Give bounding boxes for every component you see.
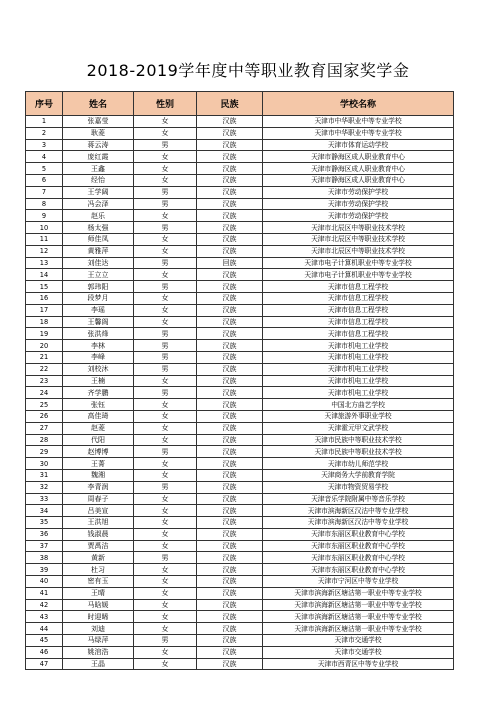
cell-seq: 36 <box>26 528 63 540</box>
table-row <box>26 281 454 293</box>
cell-ethnicity: 汉族 <box>197 151 263 163</box>
cell-seq: 17 <box>26 304 63 316</box>
table-row <box>26 576 454 588</box>
cell-ethnicity: 汉族 <box>197 387 263 399</box>
cell-ethnicity: 汉族 <box>197 517 263 529</box>
cell-name: 李峰 <box>63 351 134 363</box>
cell-gender: 女 <box>134 587 197 599</box>
table-row <box>26 222 454 234</box>
cell-school: 天津市民族中等职业技术学校 <box>263 434 454 446</box>
table-row <box>26 340 454 352</box>
cell-school: 天津市东丽区职业教育中心学校 <box>263 564 454 576</box>
cell-gender: 女 <box>134 316 197 328</box>
cell-ethnicity: 汉族 <box>197 422 263 434</box>
cell-gender: 女 <box>134 269 197 281</box>
cell-gender: 女 <box>134 399 197 411</box>
cell-seq: 46 <box>26 646 63 658</box>
cell-school: 天津旅游外事职业学校 <box>263 410 454 422</box>
cell-gender: 男 <box>134 481 197 493</box>
cell-ethnicity: 汉族 <box>197 198 263 210</box>
cell-school: 天津市物资贸易学校 <box>263 481 454 493</box>
cell-school: 天津市信息工程学校 <box>263 328 454 340</box>
cell-school: 天津霍元甲文武学校 <box>263 422 454 434</box>
table-row <box>26 564 454 576</box>
cell-ethnicity: 汉族 <box>197 623 263 635</box>
cell-name: 李林 <box>63 340 134 352</box>
cell-name: 张钰 <box>63 399 134 411</box>
table-row <box>26 363 454 375</box>
cell-ethnicity: 汉族 <box>197 186 263 198</box>
cell-gender: 男 <box>134 446 197 458</box>
cell-name: 赵博博 <box>63 446 134 458</box>
cell-gender: 男 <box>134 198 197 210</box>
cell-gender: 女 <box>134 528 197 540</box>
cell-seq: 23 <box>26 375 63 387</box>
cell-school: 天津市信息工程学校 <box>263 292 454 304</box>
table-row <box>26 611 454 623</box>
cell-seq: 29 <box>26 446 63 458</box>
cell-seq: 2 <box>26 127 63 139</box>
cell-ethnicity: 回族 <box>197 257 263 269</box>
cell-ethnicity: 汉族 <box>197 410 263 422</box>
cell-seq: 7 <box>26 186 63 198</box>
table-header <box>26 92 454 116</box>
cell-name: 刘校沐 <box>63 363 134 375</box>
cell-seq: 9 <box>26 210 63 222</box>
cell-name: 王晶 <box>63 658 134 670</box>
cell-gender: 女 <box>134 599 197 611</box>
cell-school: 天津市劳动保护学校 <box>263 210 454 222</box>
cell-school: 天津市机电工业学校 <box>263 351 454 363</box>
cell-school: 中国北方曲艺学校 <box>263 399 454 411</box>
cell-ethnicity: 汉族 <box>197 139 263 151</box>
table-row <box>26 269 454 281</box>
cell-name: 庞红霞 <box>63 151 134 163</box>
cell-school: 天津市信息工程学校 <box>263 316 454 328</box>
cell-school: 天津市滨海新区汉沽中等专业学校 <box>263 505 454 517</box>
cell-gender: 女 <box>134 233 197 245</box>
cell-ethnicity: 汉族 <box>197 552 263 564</box>
cell-school: 天津市东丽区职业教育中心学校 <box>263 528 454 540</box>
cell-ethnicity: 汉族 <box>197 493 263 505</box>
cell-seq: 13 <box>26 257 63 269</box>
cell-school: 天津市中华职业中等专业学校 <box>263 127 454 139</box>
cell-school: 天津市北辰区中等职业技术学校 <box>263 233 454 245</box>
cell-gender: 女 <box>134 469 197 481</box>
cell-gender: 女 <box>134 434 197 446</box>
cell-ethnicity: 汉族 <box>197 127 263 139</box>
cell-gender: 女 <box>134 304 197 316</box>
cell-ethnicity: 汉族 <box>197 304 263 316</box>
cell-ethnicity: 汉族 <box>197 174 263 186</box>
cell-gender: 女 <box>134 163 197 175</box>
cell-gender: 男 <box>134 186 197 198</box>
cell-gender: 女 <box>134 658 197 670</box>
cell-school: 天津市劳动保护学校 <box>263 186 454 198</box>
cell-gender: 女 <box>134 623 197 635</box>
cell-name: 张嘉莹 <box>63 116 134 128</box>
cell-name: 李瑶 <box>63 304 134 316</box>
cell-school: 天津市电子计算机职业中等专业学校 <box>263 269 454 281</box>
cell-ethnicity: 汉族 <box>197 116 263 128</box>
cell-gender: 女 <box>134 493 197 505</box>
cell-school: 天津市北辰区中等职业技术学校 <box>263 245 454 257</box>
cell-name: 姚涫浩 <box>63 646 134 658</box>
cell-ethnicity: 汉族 <box>197 351 263 363</box>
cell-school: 天津市静海区成人职业教育中心 <box>263 151 454 163</box>
cell-seq: 22 <box>26 363 63 375</box>
cell-school: 天津市中华职业中等专业学校 <box>263 116 454 128</box>
cell-name: 马晗媛 <box>63 599 134 611</box>
cell-seq: 14 <box>26 269 63 281</box>
cell-seq: 19 <box>26 328 63 340</box>
cell-gender: 男 <box>134 363 197 375</box>
cell-ethnicity: 汉族 <box>197 233 263 245</box>
cell-school: 天津商务大学前教育学院 <box>263 469 454 481</box>
cell-gender: 女 <box>134 517 197 529</box>
cell-seq: 26 <box>26 410 63 422</box>
cell-gender: 女 <box>134 422 197 434</box>
cell-school: 天津市东丽区职业教育中心学校 <box>263 552 454 564</box>
cell-seq: 40 <box>26 576 63 588</box>
cell-ethnicity: 汉族 <box>197 446 263 458</box>
cell-school: 天津市滨海新区塘沽第一职业中等专业学校 <box>263 587 454 599</box>
cell-name: 郭玮阳 <box>63 281 134 293</box>
cell-name: 耿菱 <box>63 127 134 139</box>
cell-gender: 男 <box>134 635 197 647</box>
table-row <box>26 493 454 505</box>
cell-seq: 28 <box>26 434 63 446</box>
cell-school: 天津市宁河区中等专业学校 <box>263 576 454 588</box>
table-row <box>26 127 454 139</box>
table-row <box>26 351 454 363</box>
cell-gender: 男 <box>134 351 197 363</box>
table-row <box>26 434 454 446</box>
cell-ethnicity: 汉族 <box>197 481 263 493</box>
cell-seq: 1 <box>26 116 63 128</box>
table-row <box>26 163 454 175</box>
cell-ethnicity: 汉族 <box>197 328 263 340</box>
cell-ethnicity: 汉族 <box>197 576 263 588</box>
cell-school: 天津市交通学校 <box>263 646 454 658</box>
table-row <box>26 304 454 316</box>
cell-seq: 27 <box>26 422 63 434</box>
cell-gender: 女 <box>134 127 197 139</box>
table-row <box>26 210 454 222</box>
cell-seq: 16 <box>26 292 63 304</box>
cell-name: 马绿萍 <box>63 635 134 647</box>
cell-name: 王菁 <box>63 458 134 470</box>
cell-gender: 女 <box>134 151 197 163</box>
table-row <box>26 481 454 493</box>
cell-gender: 女 <box>134 458 197 470</box>
cell-seq: 10 <box>26 222 63 234</box>
cell-seq: 6 <box>26 174 63 186</box>
cell-name: 王学阔 <box>63 186 134 198</box>
table-row <box>26 139 454 151</box>
cell-name: 代阳 <box>63 434 134 446</box>
cell-seq: 45 <box>26 635 63 647</box>
cell-seq: 3 <box>26 139 63 151</box>
cell-gender: 女 <box>134 564 197 576</box>
table-row <box>26 233 454 245</box>
cell-name: 王晴 <box>63 587 134 599</box>
cell-seq: 4 <box>26 151 63 163</box>
cell-seq: 44 <box>26 623 63 635</box>
table-row <box>26 540 454 552</box>
cell-gender: 女 <box>134 210 197 222</box>
cell-ethnicity: 汉族 <box>197 458 263 470</box>
cell-ethnicity: 汉族 <box>197 635 263 647</box>
cell-name: 杨太强 <box>63 222 134 234</box>
table-row <box>26 186 454 198</box>
cell-seq: 30 <box>26 458 63 470</box>
cell-seq: 25 <box>26 399 63 411</box>
cell-name: 王鑫 <box>63 163 134 175</box>
cell-seq: 42 <box>26 599 63 611</box>
table-body <box>26 116 454 670</box>
cell-name: 黄新 <box>63 552 134 564</box>
cell-seq: 31 <box>26 469 63 481</box>
cell-name: 王立立 <box>63 269 134 281</box>
cell-school: 天津市静海区成人职业教育中心 <box>263 174 454 186</box>
cell-gender: 男 <box>134 281 197 293</box>
table-header-row <box>26 92 454 116</box>
cell-school: 天津市信息工程学校 <box>263 281 454 293</box>
cell-name: 杜习 <box>63 564 134 576</box>
cell-gender: 女 <box>134 611 197 623</box>
cell-school: 天津音乐学院附属中等音乐学校 <box>263 493 454 505</box>
cell-seq: 35 <box>26 517 63 529</box>
cell-gender: 女 <box>134 375 197 387</box>
table-row <box>26 151 454 163</box>
cell-name: 张洪烽 <box>63 328 134 340</box>
cell-gender: 男 <box>134 139 197 151</box>
cell-name: 经怡 <box>63 174 134 186</box>
cell-seq: 20 <box>26 340 63 352</box>
cell-name: 周春子 <box>63 493 134 505</box>
table-row <box>26 422 454 434</box>
cell-school: 天津市信息工程学校 <box>263 304 454 316</box>
cell-ethnicity: 汉族 <box>197 599 263 611</box>
cell-name: 冯会泽 <box>63 198 134 210</box>
cell-gender: 女 <box>134 292 197 304</box>
cell-name: 齐学鹏 <box>63 387 134 399</box>
cell-seq: 47 <box>26 658 63 670</box>
cell-seq: 39 <box>26 564 63 576</box>
cell-school: 天津市机电工业学校 <box>263 375 454 387</box>
cell-gender: 男 <box>134 552 197 564</box>
cell-school: 天津市滨海新区塘沽第一职业中等专业学校 <box>263 623 454 635</box>
cell-ethnicity: 汉族 <box>197 245 263 257</box>
table-row <box>26 469 454 481</box>
cell-gender: 女 <box>134 174 197 186</box>
cell-gender: 女 <box>134 646 197 658</box>
cell-school: 天津市民族中等职业技术学校 <box>263 446 454 458</box>
cell-name: 贾禹洁 <box>63 540 134 552</box>
cell-name: 时迎晞 <box>63 611 134 623</box>
cell-gender: 女 <box>134 245 197 257</box>
cell-seq: 32 <box>26 481 63 493</box>
table-row <box>26 623 454 635</box>
table-row <box>26 635 454 647</box>
column-header-name: 姓名 <box>63 92 134 116</box>
cell-seq: 37 <box>26 540 63 552</box>
column-header-ethnicity: 民族 <box>197 92 263 116</box>
cell-gender: 男 <box>134 387 197 399</box>
cell-ethnicity: 汉族 <box>197 564 263 576</box>
cell-school: 天津市电子计算机职业中等专业学校 <box>263 257 454 269</box>
cell-name: 师佳凤 <box>63 233 134 245</box>
cell-ethnicity: 汉族 <box>197 363 263 375</box>
table-row <box>26 658 454 670</box>
cell-name: 高佳琦 <box>63 410 134 422</box>
cell-gender: 男 <box>134 257 197 269</box>
table-row <box>26 587 454 599</box>
cell-gender: 女 <box>134 505 197 517</box>
cell-seq: 24 <box>26 387 63 399</box>
cell-seq: 15 <box>26 281 63 293</box>
table-row <box>26 328 454 340</box>
cell-school: 天津市静海区成人职业教育中心 <box>263 163 454 175</box>
cell-name: 王洪旭 <box>63 517 134 529</box>
cell-ethnicity: 汉族 <box>197 316 263 328</box>
table-row <box>26 316 454 328</box>
cell-name: 王楠 <box>63 375 134 387</box>
table-row <box>26 375 454 387</box>
cell-seq: 21 <box>26 351 63 363</box>
cell-ethnicity: 汉族 <box>197 540 263 552</box>
table-row <box>26 116 454 128</box>
cell-name: 刘佳达 <box>63 257 134 269</box>
cell-ethnicity: 汉族 <box>197 222 263 234</box>
page-title: 2018-2019学年度中等职业教育国家奖学金 <box>86 61 410 80</box>
cell-seq: 34 <box>26 505 63 517</box>
cell-ethnicity: 汉族 <box>197 210 263 222</box>
cell-ethnicity: 汉族 <box>197 399 263 411</box>
cell-name: 黄雅萍 <box>63 245 134 257</box>
cell-ethnicity: 汉族 <box>197 646 263 658</box>
cell-school: 天津市滨海新区塘沽第一职业中等专业学校 <box>263 611 454 623</box>
cell-gender: 男 <box>134 340 197 352</box>
cell-seq: 33 <box>26 493 63 505</box>
cell-name: 赵乐 <box>63 210 134 222</box>
cell-gender: 女 <box>134 116 197 128</box>
cell-school: 天津市体育运动学校 <box>263 139 454 151</box>
table-row <box>26 198 454 210</box>
cell-school: 天津市西青区中等专业学校 <box>263 658 454 670</box>
cell-gender: 男 <box>134 222 197 234</box>
cell-ethnicity: 汉族 <box>197 587 263 599</box>
scholarship-table <box>25 91 454 670</box>
table-row <box>26 505 454 517</box>
table-row <box>26 245 454 257</box>
cell-name: 赵菱 <box>63 422 134 434</box>
cell-name: 钱淑晨 <box>63 528 134 540</box>
cell-name: 密有玉 <box>63 576 134 588</box>
cell-ethnicity: 汉族 <box>197 375 263 387</box>
cell-name: 李青润 <box>63 481 134 493</box>
table-row <box>26 528 454 540</box>
cell-school: 天津市幼儿师范学校 <box>263 458 454 470</box>
column-header-seq: 序号 <box>26 92 63 116</box>
cell-seq: 8 <box>26 198 63 210</box>
cell-ethnicity: 汉族 <box>197 505 263 517</box>
cell-seq: 11 <box>26 233 63 245</box>
cell-gender: 女 <box>134 410 197 422</box>
cell-school: 天津市滨海新区塘沽第一职业中等专业学校 <box>263 599 454 611</box>
table-row <box>26 387 454 399</box>
cell-ethnicity: 汉族 <box>197 434 263 446</box>
table-row <box>26 257 454 269</box>
cell-name: 蒋云涛 <box>63 139 134 151</box>
cell-school: 天津市滨海新区汉沽中等专业学校 <box>263 517 454 529</box>
table-row <box>26 174 454 186</box>
cell-gender: 男 <box>134 328 197 340</box>
table-row <box>26 410 454 422</box>
cell-ethnicity: 汉族 <box>197 281 263 293</box>
table-row <box>26 599 454 611</box>
cell-seq: 12 <box>26 245 63 257</box>
cell-ethnicity: 汉族 <box>197 163 263 175</box>
cell-ethnicity: 汉族 <box>197 611 263 623</box>
table-row <box>26 292 454 304</box>
cell-gender: 女 <box>134 576 197 588</box>
table-row <box>26 446 454 458</box>
cell-name: 吕美宣 <box>63 505 134 517</box>
table-row <box>26 646 454 658</box>
cell-school: 天津市机电工业学校 <box>263 340 454 352</box>
table-row <box>26 458 454 470</box>
cell-seq: 5 <box>26 163 63 175</box>
cell-school: 天津市交通学校 <box>263 635 454 647</box>
cell-name: 段梦月 <box>63 292 134 304</box>
cell-seq: 43 <box>26 611 63 623</box>
table-row <box>26 552 454 564</box>
table-row <box>26 399 454 411</box>
cell-name: 刘迪 <box>63 623 134 635</box>
cell-school: 天津市机电工业学校 <box>263 387 454 399</box>
cell-gender: 女 <box>134 540 197 552</box>
cell-ethnicity: 汉族 <box>197 469 263 481</box>
cell-school: 天津市北辰区中等职业技术学校 <box>263 222 454 234</box>
cell-school: 天津市东丽区职业教育中心学校 <box>263 540 454 552</box>
cell-ethnicity: 汉族 <box>197 528 263 540</box>
cell-name: 魏湘 <box>63 469 134 481</box>
column-header-school: 学校名称 <box>263 92 454 116</box>
table-row <box>26 517 454 529</box>
cell-ethnicity: 汉族 <box>197 340 263 352</box>
cell-seq: 41 <box>26 587 63 599</box>
cell-seq: 18 <box>26 316 63 328</box>
column-header-gender: 性别 <box>134 92 197 116</box>
cell-ethnicity: 汉族 <box>197 269 263 281</box>
cell-name: 王馨阁 <box>63 316 134 328</box>
cell-ethnicity: 汉族 <box>197 292 263 304</box>
cell-school: 天津市劳动保护学校 <box>263 198 454 210</box>
cell-seq: 38 <box>26 552 63 564</box>
cell-ethnicity: 汉族 <box>197 658 263 670</box>
cell-school: 天津市机电工业学校 <box>263 363 454 375</box>
